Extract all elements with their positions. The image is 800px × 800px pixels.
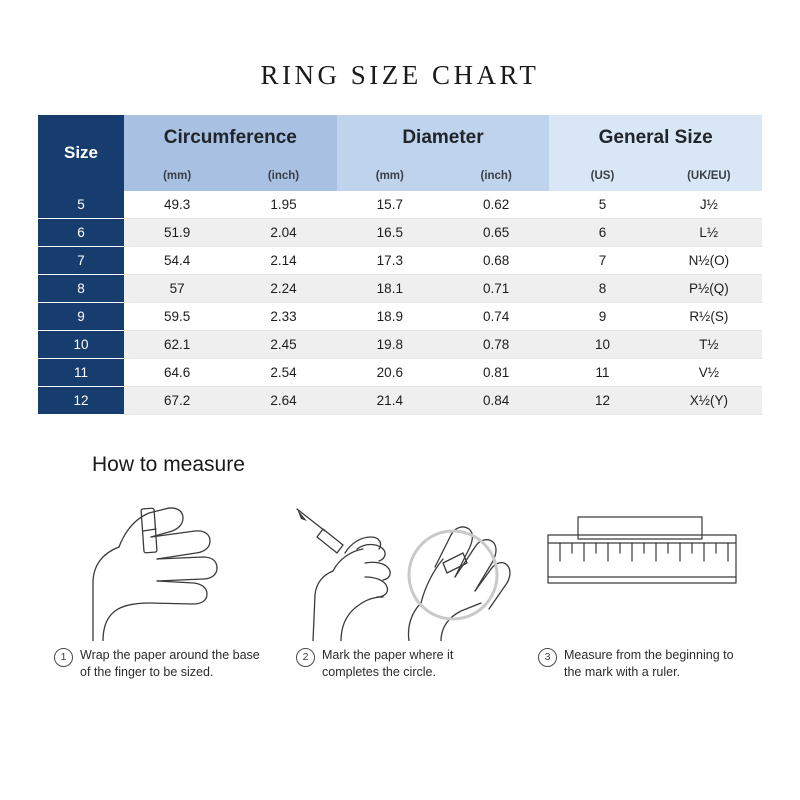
table-row [38,387,762,415]
step-2-caption [282,647,512,681]
table-row [38,303,762,331]
cell-us: 8 [549,275,655,303]
cell-circumference-inch: 2.45 [230,331,336,359]
cell-diameter-mm: 18.1 [337,275,443,303]
cell-us: 6 [549,219,655,247]
subheader-diameter-mm: (mm) [337,161,443,191]
cell-diameter-inch: 0.84 [443,387,549,415]
how-to-measure-heading: How to measure [92,453,245,476]
step-3-caption [524,647,754,681]
cell-circumference-mm: 59.5 [124,303,230,331]
cell-uk-eu: V½ [656,359,762,387]
cell-diameter-inch: 0.78 [443,331,549,359]
subheader-uk-eu: (UK/EU) [656,161,762,191]
table-row [38,331,762,359]
table-row [38,275,762,303]
cell-circumference-mm: 54.4 [124,247,230,275]
cell-circumference-inch: 2.54 [230,359,336,387]
cell-uk-eu: X½(Y) [656,387,762,415]
step-1-text: Wrap the paper around the base of the finger to be sized. [80,648,260,679]
ring-size-table [38,115,762,415]
cell-diameter-inch: 0.68 [443,247,549,275]
cell-diameter-inch: 0.81 [443,359,549,387]
cell-size: 10 [38,331,124,359]
cell-us: 11 [549,359,655,387]
ruler-icon [524,491,760,641]
cell-size: 12 [38,387,124,415]
table-body [38,191,762,415]
cell-uk-eu: P½(Q) [656,275,762,303]
cell-uk-eu: L½ [656,219,762,247]
cell-diameter-inch: 0.65 [443,219,549,247]
column-header-circumference: Circumference [124,115,337,161]
cell-circumference-inch: 2.04 [230,219,336,247]
cell-circumference-inch: 2.14 [230,247,336,275]
step-1 [40,491,276,681]
cell-circumference-mm: 57 [124,275,230,303]
cell-size: 11 [38,359,124,387]
subheader-diameter-inch: (inch) [443,161,549,191]
cell-circumference-mm: 51.9 [124,219,230,247]
table-header [38,115,762,191]
cell-diameter-inch: 0.71 [443,275,549,303]
step-2 [282,491,518,681]
cell-us: 7 [549,247,655,275]
cell-circumference-mm: 67.2 [124,387,230,415]
cell-size: 5 [38,191,124,219]
cell-us: 5 [549,191,655,219]
cell-diameter-mm: 21.4 [337,387,443,415]
cell-diameter-inch: 0.62 [443,191,549,219]
cell-diameter-mm: 15.7 [337,191,443,219]
size-table-container [38,115,762,415]
subheader-circumference-inch: (inch) [230,161,336,191]
column-header-general-size: General Size [549,115,762,161]
step-2-number: 2 [296,648,315,667]
step-3 [524,491,760,681]
cell-diameter-mm: 19.8 [337,331,443,359]
column-header-diameter: Diameter [337,115,550,161]
cell-circumference-inch: 2.24 [230,275,336,303]
cell-diameter-mm: 18.9 [337,303,443,331]
cell-size: 9 [38,303,124,331]
table-row [38,219,762,247]
cell-size: 6 [38,219,124,247]
cell-size: 7 [38,247,124,275]
cell-circumference-mm: 64.6 [124,359,230,387]
cell-circumference-inch: 1.95 [230,191,336,219]
cell-us: 12 [549,387,655,415]
table-row [38,247,762,275]
hand-marking-paper-icon [282,491,518,641]
cell-us: 10 [549,331,655,359]
how-to-measure-steps [40,491,760,681]
cell-uk-eu: N½(O) [656,247,762,275]
subheader-circumference-mm: (mm) [124,161,230,191]
cell-diameter-mm: 20.6 [337,359,443,387]
table-row [38,359,762,387]
cell-circumference-mm: 62.1 [124,331,230,359]
step-3-number: 3 [538,648,557,667]
table-row [38,191,762,219]
cell-diameter-mm: 16.5 [337,219,443,247]
hand-with-paper-strip-icon [40,491,276,641]
cell-size: 8 [38,275,124,303]
cell-uk-eu: J½ [656,191,762,219]
table-header-row-groups [38,115,762,161]
step-2-text: Mark the paper where it completes the circle. [322,648,454,679]
table-header-row-units [38,161,762,191]
page-title: RING SIZE CHART [260,60,540,90]
cell-uk-eu: R½(S) [656,303,762,331]
cell-diameter-mm: 17.3 [337,247,443,275]
cell-circumference-inch: 2.33 [230,303,336,331]
cell-us: 9 [549,303,655,331]
cell-uk-eu: T½ [656,331,762,359]
subheader-us: (US) [549,161,655,191]
step-1-number: 1 [54,648,73,667]
cell-diameter-inch: 0.74 [443,303,549,331]
cell-circumference-inch: 2.64 [230,387,336,415]
step-3-text: Measure from the beginning to the mark with a ruler. [564,648,734,679]
column-header-size: Size [38,115,124,191]
step-1-caption [40,647,270,681]
cell-circumference-mm: 49.3 [124,191,230,219]
